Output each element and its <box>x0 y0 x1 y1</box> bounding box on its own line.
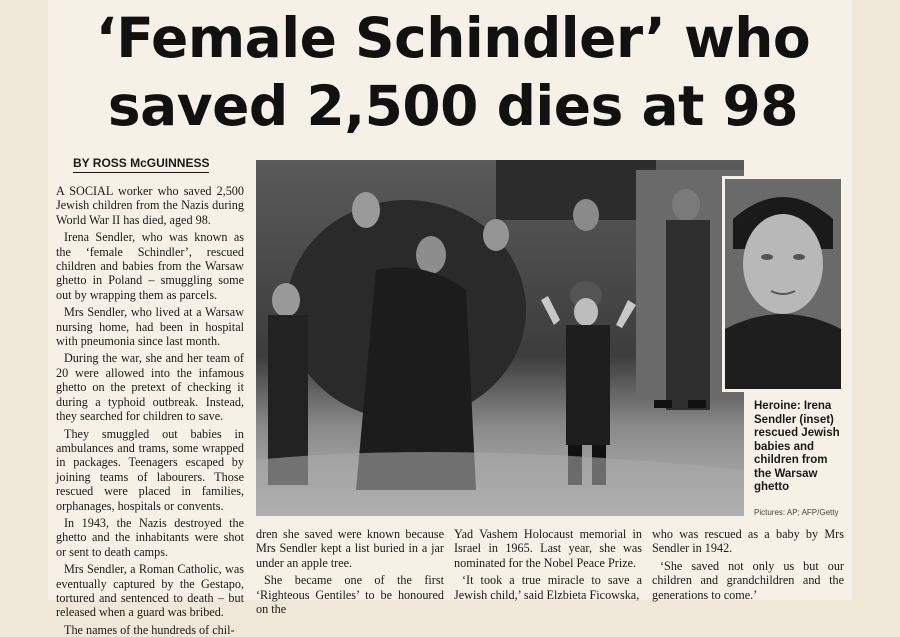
article-column-2 <box>256 527 444 617</box>
paragraph: A SOCIAL worker who saved 2,500 Jewish children from the Nazis during World War II has died, aged 98. <box>56 184 244 227</box>
paragraph: The names of the hundreds of chil- <box>64 622 235 637</box>
headline <box>58 4 848 140</box>
paragraph: They smuggled out babies in ambulances and trams, some wrapped in packages. Teenagers escaped by joining teams of labourers. Those rescued were placed in families, orphanages, hospitals or convents. <box>56 426 244 513</box>
paragraph: ‘It took a true miracle to save a Jewish child,’ said Elzbieta Ficowska, <box>454 573 642 602</box>
newspaper-page <box>48 0 852 637</box>
article-column-4 <box>652 527 844 600</box>
paragraph: Mrs Sendler, a Roman Catholic, was eventually captured by the Gestapo, tortured and sentenced to death – but released when a guard was bribed. <box>56 562 244 620</box>
ghetto-photo <box>256 160 744 516</box>
paragraph: In 1943, the Nazis destroyed the ghetto and the inhabitants were shot or sent to death camps. <box>56 515 244 559</box>
paragraph: She became one of the first ‘Righteous Gentiles’ to be honoured on the <box>256 573 444 617</box>
byline: BY ROSS McGUINNESS <box>73 156 209 173</box>
paragraph: dren she saved were known because Mrs Sendler kept a list buried in a jar under an apple tree. <box>256 527 444 570</box>
paragraph: Mrs Sendler, who lived at a Warsaw nursing home, had been in hospital with pneumonia since last month. <box>56 305 244 349</box>
paragraph: ‘She saved not only us but our children and grandchildren and the generations to come.’ <box>652 558 844 602</box>
headline-line-1: ‘Female Schindler’ who <box>95 6 811 70</box>
article-column-3 <box>454 527 642 600</box>
paragraph: Irena Sendler, who was known as the ‘female Schindler’, rescued children and babies from the Warsaw ghetto in Poland – smuggling some out by wrapping them as parcels. <box>56 230 244 302</box>
paragraph: Yad Vashem Holocaust memorial in Israel in 1965. Last year, she was nominated for the Nobel Peace Prize. <box>454 527 642 570</box>
headline-line-2: saved 2,500 dies at 98 <box>107 74 799 138</box>
paragraph: who was rescued as a baby by Mrs Sendler in 1942. <box>652 527 844 556</box>
article-column-1 <box>56 184 244 637</box>
irena-sendler-portrait <box>722 176 844 392</box>
photo-caption: Heroine: Irena Sendler (inset) rescued Jewish babies and children from the Warsaw ghetto <box>754 400 840 493</box>
photo-credit: Pictures: AP; AFP/Getty <box>754 508 839 517</box>
paragraph: During the war, she and her team of 20 were allowed into the infamous ghetto on the pretext of checking it during a typhoid outbreak. Instead, they searched for children to save. <box>56 351 244 424</box>
